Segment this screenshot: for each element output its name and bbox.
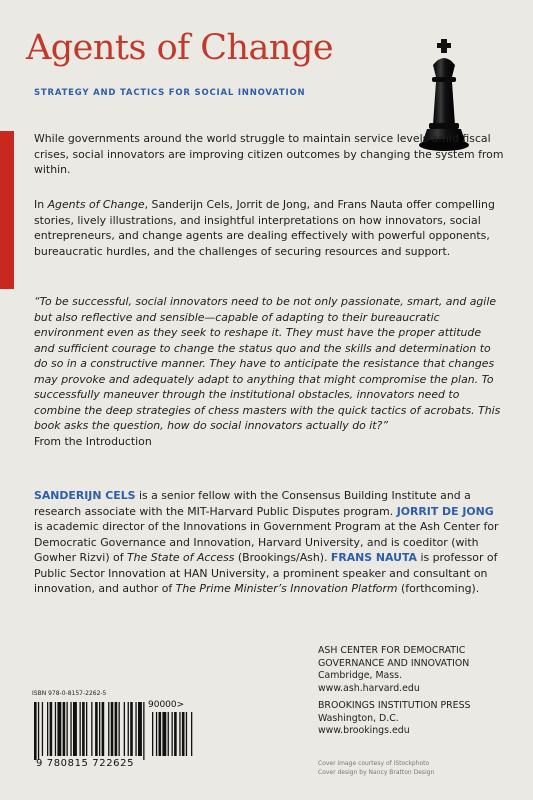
description-paragraph: In Agents of Change, Sanderijn Cels, Jorrit de Jong, and Frans Nauta offer compelling stories, lively illustrations, and insightful interpretations on how innovators, social entrepreneurs, and change agents are dealing effectively with powerful opponents, bureaucratic hurdles, and the challenges of securing resources and support. — [34, 198, 495, 258]
red-accent-bar — [0, 131, 14, 289]
cover-credits: Cover image courtesy of iStockphoto Cover design by Nancy Bratton Design — [318, 760, 435, 776]
introduction-quote — [34, 294, 504, 449]
book-title-inline: Agents of Change — [47, 198, 145, 211]
author-name-dejong: JORRIT DE JONG — [396, 504, 494, 518]
barcode-supplement: 90000> — [148, 700, 185, 710]
author-name-nauta: FRANS NAUTA — [330, 551, 417, 564]
quote-text: “To be successful, social innovators need to be not only passionate, smart, and agile but also reflective and sensible—capable of adapting to their bureaucratic environment even as they seek to reshape it. They must have the proper attitude and sufficient courage to change the status quo and the skills and determination to do so in a constructive manner. They have to anticipate the resistance that changes may provoke and adequately adapt to anything that might compromise the plan. To successfully maneuver through the institutional obstacles, innovators need to combine the deep strategies of chess masters with the quick tactics of acrobats. This book asks the question, how do social innovators actually do it?” — [34, 295, 501, 432]
brookings-imprint: BROOKINGS INSTITUTION PRESS Washington, D.C. www.brookings.edu — [318, 700, 471, 736]
quote-source: From the Introduction — [34, 434, 152, 448]
isbn-label: ISBN 978-0-8157-2262-5 — [32, 690, 107, 697]
book-title: Agents of Change — [26, 28, 334, 68]
author-name-cels: SANDERIJN CELS — [34, 489, 136, 502]
book-subtitle: STRATEGY AND TACTICS FOR SOCIAL INNOVATION — [34, 88, 306, 98]
intro-paragraph: While governments around the world struggle to maintain service levels amid fiscal crises, social innovators are improving citizen outcomes by changing the system from within. — [34, 132, 504, 176]
ash-center-imprint: ASH CENTER FOR DEMOCRATIC GOVERNANCE AND INNOVATION Cambridge, Mass. www.ash.harvard.edu — [318, 645, 470, 694]
author-bios: SANDERIJN CELS is a senior fellow with the Consensus Building Institute and a research associate with the MIT-Harvard Public Disputes program. JORRIT DE JONG is academic director of the Innovations in Government Program at the Ash Center for Democratic Governance and Innovation, Harvard University, and is coeditor (with Gowher Rizvi) of The State of Access (Brookings/Ash). FRANS NAUTA is professor of Public Sector Innovation at HAN University, a prominent speaker and consultant on innovation, and author of The Prime Minister’s Innovation Platform (forthcoming). — [34, 489, 499, 595]
barcode-digits: 9 780815 722625 — [36, 758, 135, 769]
